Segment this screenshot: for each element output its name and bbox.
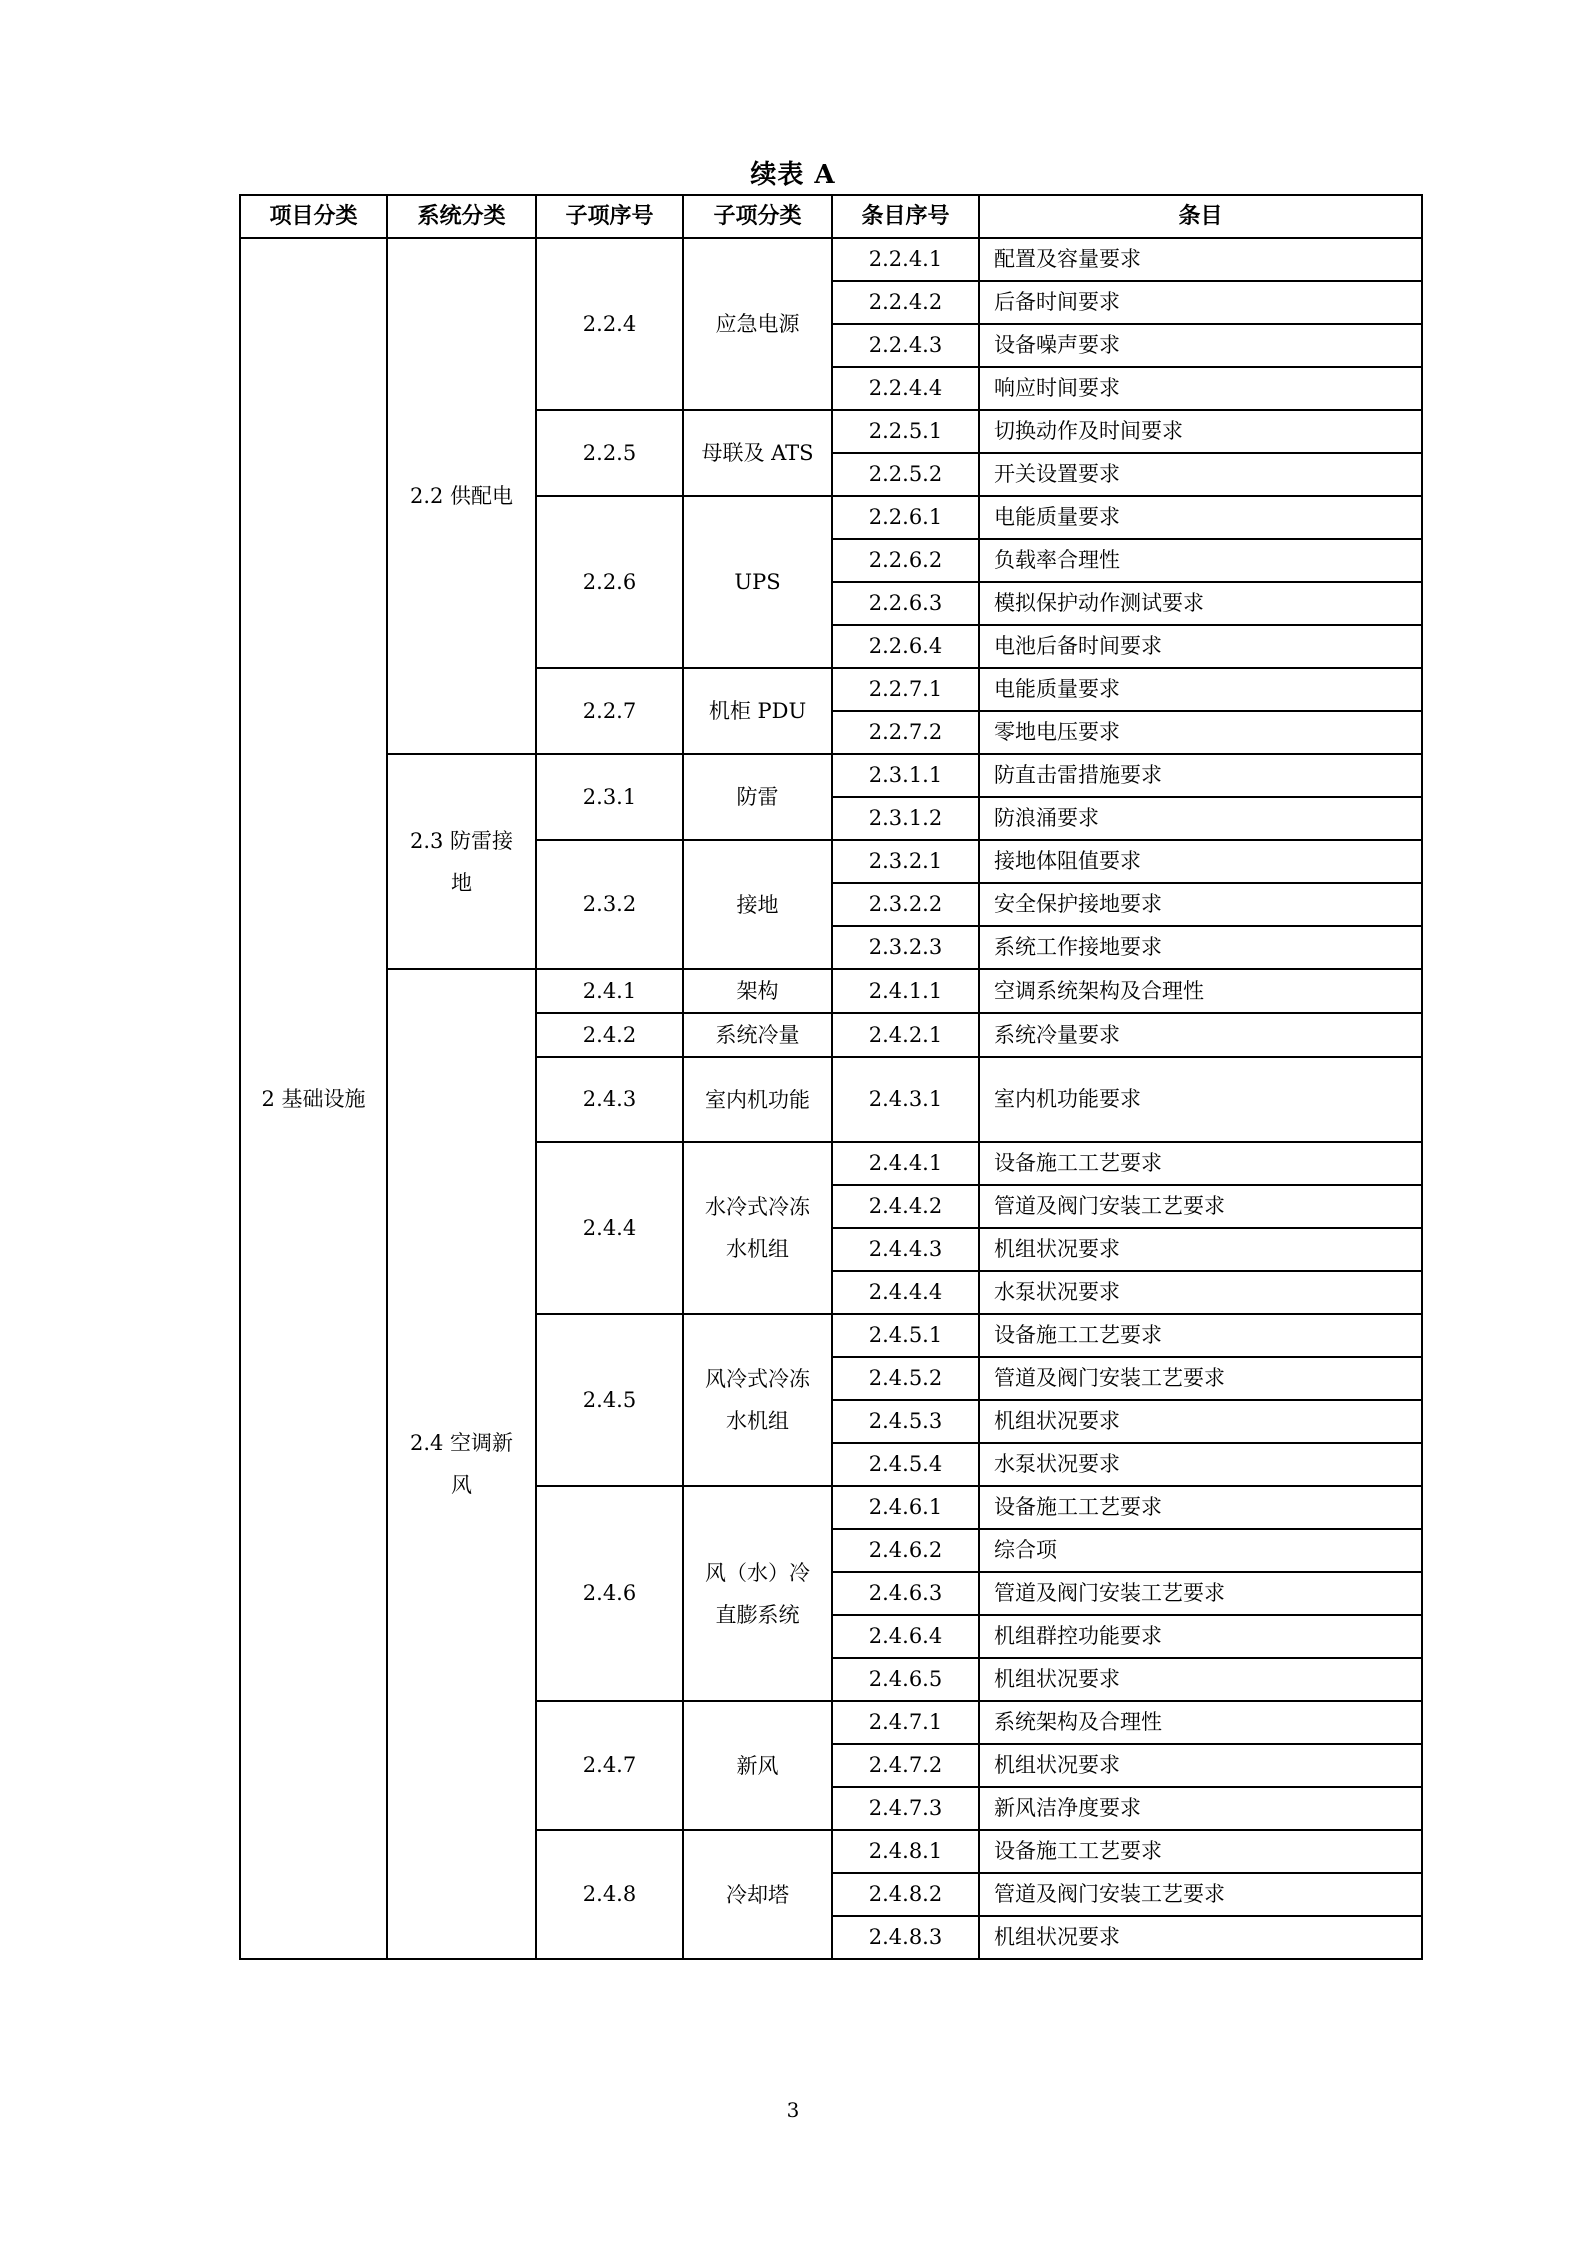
item-no-cell: 2.4.2.1 (832, 1013, 979, 1057)
sub-no-cell: 2.3.2 (536, 840, 683, 969)
header-category: 项目分类 (240, 195, 387, 238)
item-cell: 零地电压要求 (979, 711, 1422, 754)
item-cell: 接地体阻值要求 (979, 840, 1422, 883)
sub-name-cell: 机柜 PDU (683, 668, 832, 754)
sub-no-cell: 2.4.8 (536, 1830, 683, 1959)
item-no-cell: 2.3.1.2 (832, 797, 979, 840)
item-no-cell: 2.4.6.1 (832, 1486, 979, 1529)
item-cell: 机组状况要求 (979, 1658, 1422, 1701)
item-no-cell: 2.4.5.3 (832, 1400, 979, 1443)
sub-no-cell: 2.4.1 (536, 969, 683, 1013)
item-cell: 模拟保护动作测试要求 (979, 582, 1422, 625)
item-cell: 设备施工工艺要求 (979, 1314, 1422, 1357)
item-no-cell: 2.4.5.1 (832, 1314, 979, 1357)
item-no-cell: 2.4.4.1 (832, 1142, 979, 1185)
item-no-cell: 2.3.2.2 (832, 883, 979, 926)
item-cell: 配置及容量要求 (979, 238, 1422, 281)
sub-no-cell: 2.2.6 (536, 496, 683, 668)
item-no-cell: 2.2.6.2 (832, 539, 979, 582)
item-cell: 系统架构及合理性 (979, 1701, 1422, 1744)
item-no-cell: 2.3.2.3 (832, 926, 979, 969)
item-cell: 综合项 (979, 1529, 1422, 1572)
sub-no-cell: 2.4.6 (536, 1486, 683, 1701)
item-no-cell: 2.4.6.5 (832, 1658, 979, 1701)
item-cell: 设备施工工艺要求 (979, 1142, 1422, 1185)
sub-no-cell: 2.4.5 (536, 1314, 683, 1486)
item-cell: 防直击雷措施要求 (979, 754, 1422, 797)
item-no-cell: 2.4.6.3 (832, 1572, 979, 1615)
header-sub-name: 子项分类 (683, 195, 832, 238)
sub-name-cell: 防雷 (683, 754, 832, 840)
item-no-cell: 2.4.6.4 (832, 1615, 979, 1658)
item-no-cell: 2.4.3.1 (832, 1057, 979, 1142)
item-cell: 管道及阀门安装工艺要求 (979, 1873, 1422, 1916)
item-cell: 机组群控功能要求 (979, 1615, 1422, 1658)
item-no-cell: 2.4.8.1 (832, 1830, 979, 1873)
item-cell: 切换动作及时间要求 (979, 410, 1422, 453)
sub-name-cell: 接地 (683, 840, 832, 969)
item-cell: 机组状况要求 (979, 1744, 1422, 1787)
item-cell: 系统冷量要求 (979, 1013, 1422, 1057)
sub-name-cell: 风（水）冷直膨系统 (683, 1486, 832, 1701)
header-item-no: 条目序号 (832, 195, 979, 238)
sub-name-cell: 水冷式冷冻水机组 (683, 1142, 832, 1314)
item-cell: 机组状况要求 (979, 1400, 1422, 1443)
item-cell: 水泵状况要求 (979, 1271, 1422, 1314)
item-cell: 机组状况要求 (979, 1228, 1422, 1271)
item-cell: 管道及阀门安装工艺要求 (979, 1572, 1422, 1615)
item-cell: 机组状况要求 (979, 1916, 1422, 1959)
item-cell: 新风洁净度要求 (979, 1787, 1422, 1830)
item-no-cell: 2.2.6.4 (832, 625, 979, 668)
item-no-cell: 2.4.4.3 (832, 1228, 979, 1271)
item-cell: 开关设置要求 (979, 453, 1422, 496)
item-cell: 系统工作接地要求 (979, 926, 1422, 969)
item-cell: 室内机功能要求 (979, 1057, 1422, 1142)
system-cell: 2.3 防雷接地 (387, 754, 536, 969)
item-no-cell: 2.2.7.1 (832, 668, 979, 711)
sub-name-cell: 应急电源 (683, 238, 832, 410)
item-cell: 设备施工工艺要求 (979, 1830, 1422, 1873)
system-cell: 2.4 空调新风 (387, 969, 536, 1959)
sub-no-cell: 2.2.4 (536, 238, 683, 410)
header-row (240, 195, 1422, 238)
sub-no-cell: 2.3.1 (536, 754, 683, 840)
item-no-cell: 2.2.5.2 (832, 453, 979, 496)
sub-name-cell: 新风 (683, 1701, 832, 1830)
sub-name-cell: 架构 (683, 969, 832, 1013)
table-row (240, 754, 1422, 797)
item-no-cell: 2.4.7.2 (832, 1744, 979, 1787)
header-system: 系统分类 (387, 195, 536, 238)
item-cell: 安全保护接地要求 (979, 883, 1422, 926)
sub-name-cell: 风冷式冷冻水机组 (683, 1314, 832, 1486)
sub-no-cell: 2.4.2 (536, 1013, 683, 1057)
item-no-cell: 2.4.4.2 (832, 1185, 979, 1228)
item-cell: 设备施工工艺要求 (979, 1486, 1422, 1529)
item-cell: 水泵状况要求 (979, 1443, 1422, 1486)
item-no-cell: 2.4.1.1 (832, 969, 979, 1013)
item-no-cell: 2.2.4.4 (832, 367, 979, 410)
sub-name-cell: 母联及 ATS (683, 410, 832, 496)
sub-no-cell: 2.4.3 (536, 1057, 683, 1142)
item-no-cell: 2.2.5.1 (832, 410, 979, 453)
item-no-cell: 2.2.6.1 (832, 496, 979, 539)
table-title: 续表 A (750, 160, 836, 190)
item-no-cell: 2.4.6.2 (832, 1529, 979, 1572)
sub-no-cell: 2.2.5 (536, 410, 683, 496)
standards-table (239, 194, 1423, 1960)
sub-no-cell: 2.4.7 (536, 1701, 683, 1830)
sub-name-cell: UPS (683, 496, 832, 668)
item-cell: 电能质量要求 (979, 668, 1422, 711)
sub-name-cell: 系统冷量 (683, 1013, 832, 1057)
item-no-cell: 2.4.5.4 (832, 1443, 979, 1486)
item-no-cell: 2.4.8.3 (832, 1916, 979, 1959)
item-no-cell: 2.4.5.2 (832, 1357, 979, 1400)
item-cell: 空调系统架构及合理性 (979, 969, 1422, 1013)
item-cell: 负载率合理性 (979, 539, 1422, 582)
sub-no-cell: 2.4.4 (536, 1142, 683, 1314)
category-cell: 2 基础设施 (240, 238, 387, 1959)
item-no-cell: 2.3.1.1 (832, 754, 979, 797)
page-number: 3 (786, 2098, 800, 2122)
item-cell: 电能质量要求 (979, 496, 1422, 539)
item-cell: 设备噪声要求 (979, 324, 1422, 367)
header-sub-no: 子项序号 (536, 195, 683, 238)
item-cell: 管道及阀门安装工艺要求 (979, 1185, 1422, 1228)
header-item: 条目 (979, 195, 1422, 238)
item-no-cell: 2.2.7.2 (832, 711, 979, 754)
item-no-cell: 2.4.4.4 (832, 1271, 979, 1314)
sub-no-cell: 2.2.7 (536, 668, 683, 754)
item-no-cell: 2.2.6.3 (832, 582, 979, 625)
item-no-cell: 2.2.4.2 (832, 281, 979, 324)
item-no-cell: 2.2.4.1 (832, 238, 979, 281)
item-no-cell: 2.4.7.1 (832, 1701, 979, 1744)
item-no-cell: 2.4.7.3 (832, 1787, 979, 1830)
item-cell: 后备时间要求 (979, 281, 1422, 324)
sub-name-cell: 冷却塔 (683, 1830, 832, 1959)
sub-name-cell: 室内机功能 (683, 1057, 832, 1142)
item-cell: 电池后备时间要求 (979, 625, 1422, 668)
item-no-cell: 2.2.4.3 (832, 324, 979, 367)
item-no-cell: 2.4.8.2 (832, 1873, 979, 1916)
item-cell: 响应时间要求 (979, 367, 1422, 410)
item-cell: 防浪涌要求 (979, 797, 1422, 840)
system-cell: 2.2 供配电 (387, 238, 536, 754)
item-no-cell: 2.3.2.1 (832, 840, 979, 883)
table-row (240, 969, 1422, 1013)
table-row (240, 238, 1422, 281)
item-cell: 管道及阀门安装工艺要求 (979, 1357, 1422, 1400)
